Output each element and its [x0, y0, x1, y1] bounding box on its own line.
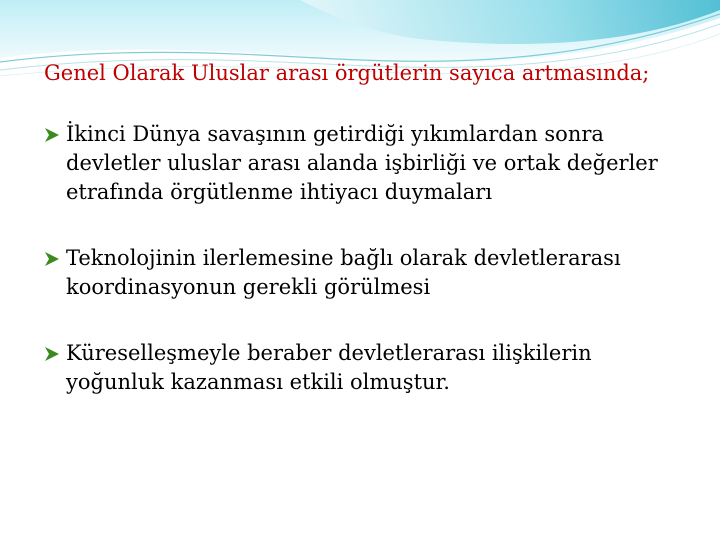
bullet-text: İkinci Dünya savaşının getirdiği yıkımlardan sonra devletler uluslar arası alanda işbirliği ve ortak değerler etrafında örgütlenme ihtiyacı duymaları — [66, 122, 658, 204]
slide-content — [44, 60, 694, 397]
bullet-text: Teknolojinin ilerlemesine bağlı olarak devletlerarası koordinasyonun gerekli görülmesi — [66, 246, 621, 299]
arrow-bullet-icon — [44, 127, 60, 143]
bullet-text: Küreselleşmeyle beraber devletlerarası ilişkilerin yoğunluk kazanması etkili olmuştur. — [66, 341, 592, 394]
arrow-bullet-icon — [44, 346, 60, 362]
slide-title: Genel Olarak Uluslar arası örgütlerin sayıca artmasında; — [44, 61, 650, 85]
arrow-bullet-icon — [44, 251, 60, 267]
bullet-item — [44, 244, 694, 302]
bullet-item — [44, 120, 694, 207]
bullet-item — [44, 339, 694, 397]
bullet-list — [44, 120, 694, 397]
